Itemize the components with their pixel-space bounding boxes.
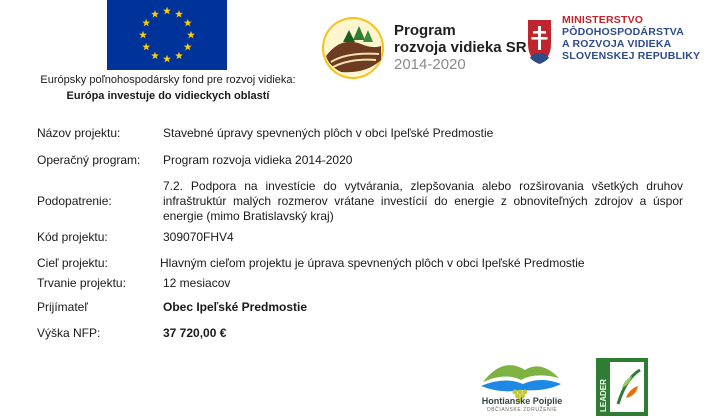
project-goal-label: Cieľ projektu: <box>37 256 108 270</box>
hontianske-poiplie-subtitle: OBČIANSKE ZDRUŽENIE <box>486 407 558 413</box>
program-emblem-icon <box>321 16 385 80</box>
nfp-label: Výška NFP: <box>37 326 101 340</box>
slovak-coat-of-arms-icon <box>527 18 552 66</box>
project-duration-value: 12 mesiacov <box>163 276 231 290</box>
ministry-line2: PÔDOHOSPODÁRSTVA <box>562 26 685 38</box>
project-code-value: 309070FHV4 <box>163 230 234 244</box>
recipient-label: Prijímateľ <box>37 300 88 314</box>
eu-caption-line2: Európa investuje do vidieckych oblastí <box>66 90 270 102</box>
submeasure-label: Podopatrenie: <box>37 194 112 208</box>
program-logo-years: 2014-2020 <box>394 56 466 73</box>
ministry-line3: A ROZVOJA VIDIEKA <box>562 38 672 50</box>
leader-text: LEADER <box>599 379 608 412</box>
recipient-value: Obec Ipeľské Predmostie <box>163 300 308 314</box>
operational-program-value: Program rozvoja vidieka 2014-2020 <box>163 153 353 167</box>
operational-program-label: Operačný program: <box>37 153 141 167</box>
project-goal-value: Hlavným cieľom projektu je úprava spevnených plôch v obci Ipeľské Predmostie <box>160 256 585 270</box>
ministry-name <box>562 14 700 62</box>
ministry-line4: SLOVENSKEJ REPUBLIKY <box>562 50 701 62</box>
program-logo-line2: rozvoja vidieka SR <box>394 39 527 56</box>
project-name-value: Stavebné úpravy spevnených plôch v obci Ipeľské Predmostie <box>163 126 494 140</box>
leader-logo-icon <box>596 358 648 416</box>
program-logo-text <box>394 22 527 73</box>
ministry-line1: MINISTERSTVO <box>562 14 644 26</box>
nfp-value: 37 720,00 € <box>163 326 227 340</box>
project-code-label: Kód projektu: <box>37 230 108 244</box>
submeasure-value: 7.2. Podpora na investície do vytvárania, zlepšovania alebo rozširovania všetkých druhov infraštruktúr malých rozmerov vrátane investícií do energie z obnoviteľných zdrojov a úspor energie (mimo Bratislavský kraj) <box>163 179 683 223</box>
eu-caption-line1: Európsky poľnohospodársky fond pre rozvoj vidieka: <box>40 74 296 86</box>
eu-flag-icon <box>107 0 227 70</box>
project-name-label: Názov projektu: <box>37 126 121 140</box>
program-logo-line1: Program <box>394 22 456 39</box>
eu-fund-caption <box>18 72 318 104</box>
hontianske-poiplie-name: Hontianske Poiplie <box>481 396 563 406</box>
project-duration-label: Trvanie projektu: <box>37 276 126 290</box>
